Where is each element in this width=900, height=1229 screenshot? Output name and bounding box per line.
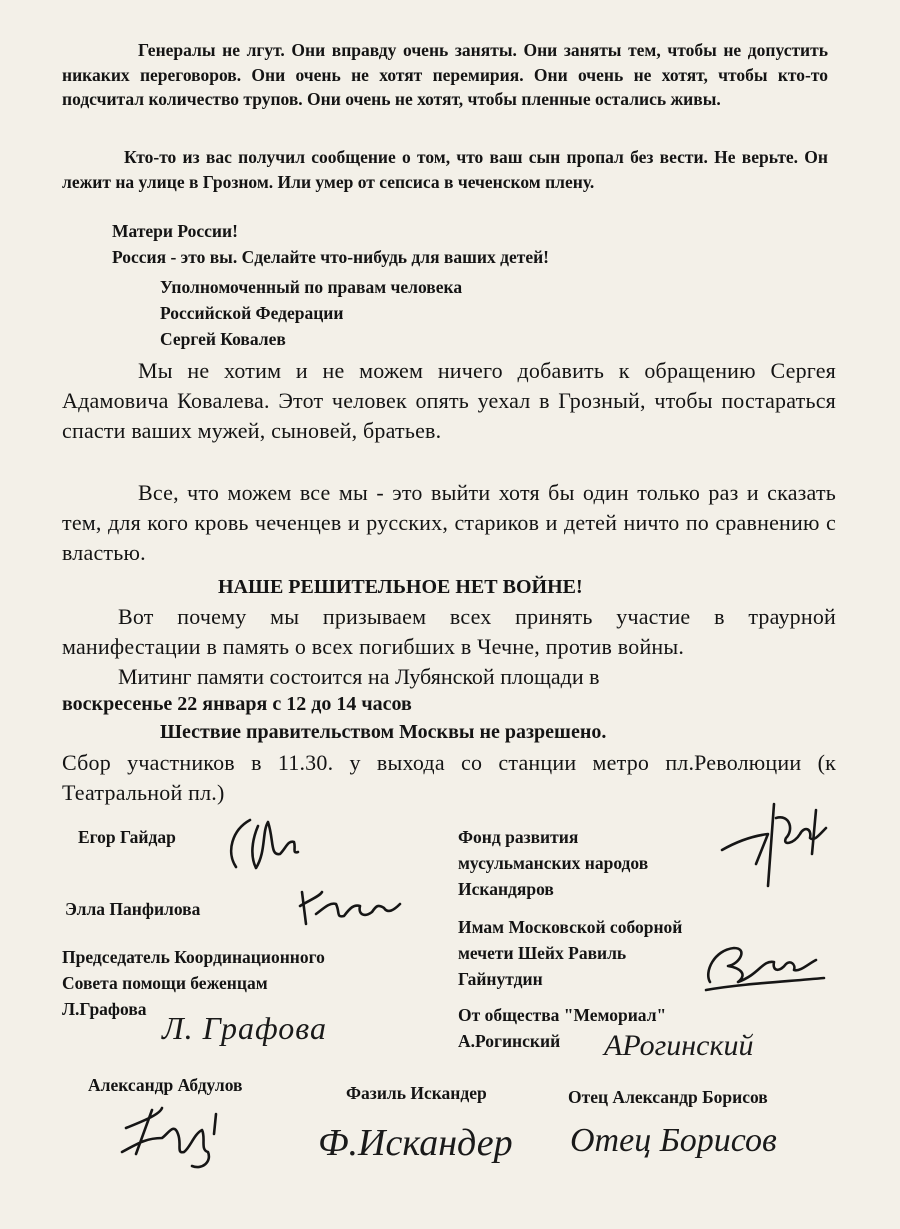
signatory-grafova: Л.Графова — [62, 999, 147, 1019]
imam-title-2: мечети Шейх Равиль — [458, 943, 627, 963]
appeal-signature-line-1: Уполномоченный по правам человека — [160, 277, 463, 297]
panfilova-signature — [296, 878, 406, 932]
grafova-signature: Л. Графова — [162, 1010, 327, 1046]
fund-title-1: Фонд развития — [458, 827, 579, 847]
signatory-abdulov: Александр Абдулов — [88, 1075, 243, 1095]
signatory-gaidar: Егор Гайдар — [78, 827, 176, 847]
rally-date: воскресенье 22 января с 12 до 14 часов — [62, 693, 412, 715]
signatory-iskander: Фазиль Искандер — [346, 1083, 487, 1103]
gainutdin-signature — [700, 938, 830, 994]
body-paragraph-3: Вот почему мы призываем всех принять участие в траурной манифестации в память о всех погибших в Чечне, против войны. — [62, 604, 836, 659]
abdulov-signature — [116, 1094, 236, 1174]
assembly-point: Сбор участников в 11.30. у выхода со станции метро пл.Революции (к Театральной пл.) — [62, 750, 836, 805]
signatory-panfilova: Элла Панфилова — [65, 899, 201, 919]
signatory-borisov: Отец Александр Борисов — [568, 1087, 768, 1107]
march-notice: Шествие правительством Москвы не разрешено. — [160, 721, 607, 743]
appeal-paragraph-2: Кто-то из вас получил сообщение о том, что ваш сын пропал без вести. Не верьте. Он лежит на улице в Грозном. Или умер от сепсиса в чеченском плену. — [62, 147, 828, 192]
appeal-signature-line-2: Российской Федерации — [160, 303, 344, 323]
imam-title-1: Имам Московской соборной — [458, 917, 683, 937]
grafova-title-2: Совета помощи беженцам — [62, 973, 268, 993]
appeal-signature-name: Сергей Ковалев — [160, 329, 286, 349]
signatory-gainutdin: Гайнутдин — [458, 969, 543, 989]
fund-title-2: мусульманских народов — [458, 853, 649, 873]
borisov-signature: Отец Борисов — [570, 1122, 777, 1159]
appeal-paragraph-1: Генералы не лгут. Они вправду очень заняты. Они заняты тем, чтобы не допустить никаких переговоров. Они очень не хотят перемирия. Они очень не хотят, чтобы кто-то подсчитал количество трупов. Они очень не хотят, чтобы пленные остались живы. — [62, 40, 828, 109]
appeal-mothers: Матери России! — [112, 221, 238, 241]
rally-location: Митинг памяти состоится на Лубянской площади в — [118, 664, 600, 689]
signatory-roginsky: А.Рогинский — [458, 1031, 561, 1051]
iskander-signature: Ф.Искандер — [318, 1122, 513, 1164]
body-paragraph-2: Все, что можем все мы - это выйти хотя бы один только раз и сказать тем, для кого кровь чеченцев и русских, стариков и детей ничто по сравнению с властью. — [62, 480, 836, 565]
roginsky-signature: АРогинский — [604, 1029, 754, 1062]
grafova-title-1: Председатель Координационного — [62, 947, 325, 967]
iskandyarov-signature — [716, 794, 836, 890]
signatory-iskandyarov: Искандяров — [458, 879, 554, 899]
appeal-russia: Россия - это вы. Сделайте что-нибудь для ваших детей! — [112, 247, 550, 267]
memorial-title: От общества "Мемориал" — [458, 1005, 667, 1025]
heading-no-war: НАШЕ РЕШИТЕЛЬНОЕ НЕТ ВОЙНЕ! — [218, 576, 583, 598]
gaidar-signature — [222, 812, 322, 882]
body-paragraph-1: Мы не хотим и не можем ничего добавить к обращению Сергея Адамовича Ковалева. Этот человек опять уехал в Грозный, чтобы постараться спасти ваших мужей, сыновей, братьев. — [62, 358, 836, 443]
